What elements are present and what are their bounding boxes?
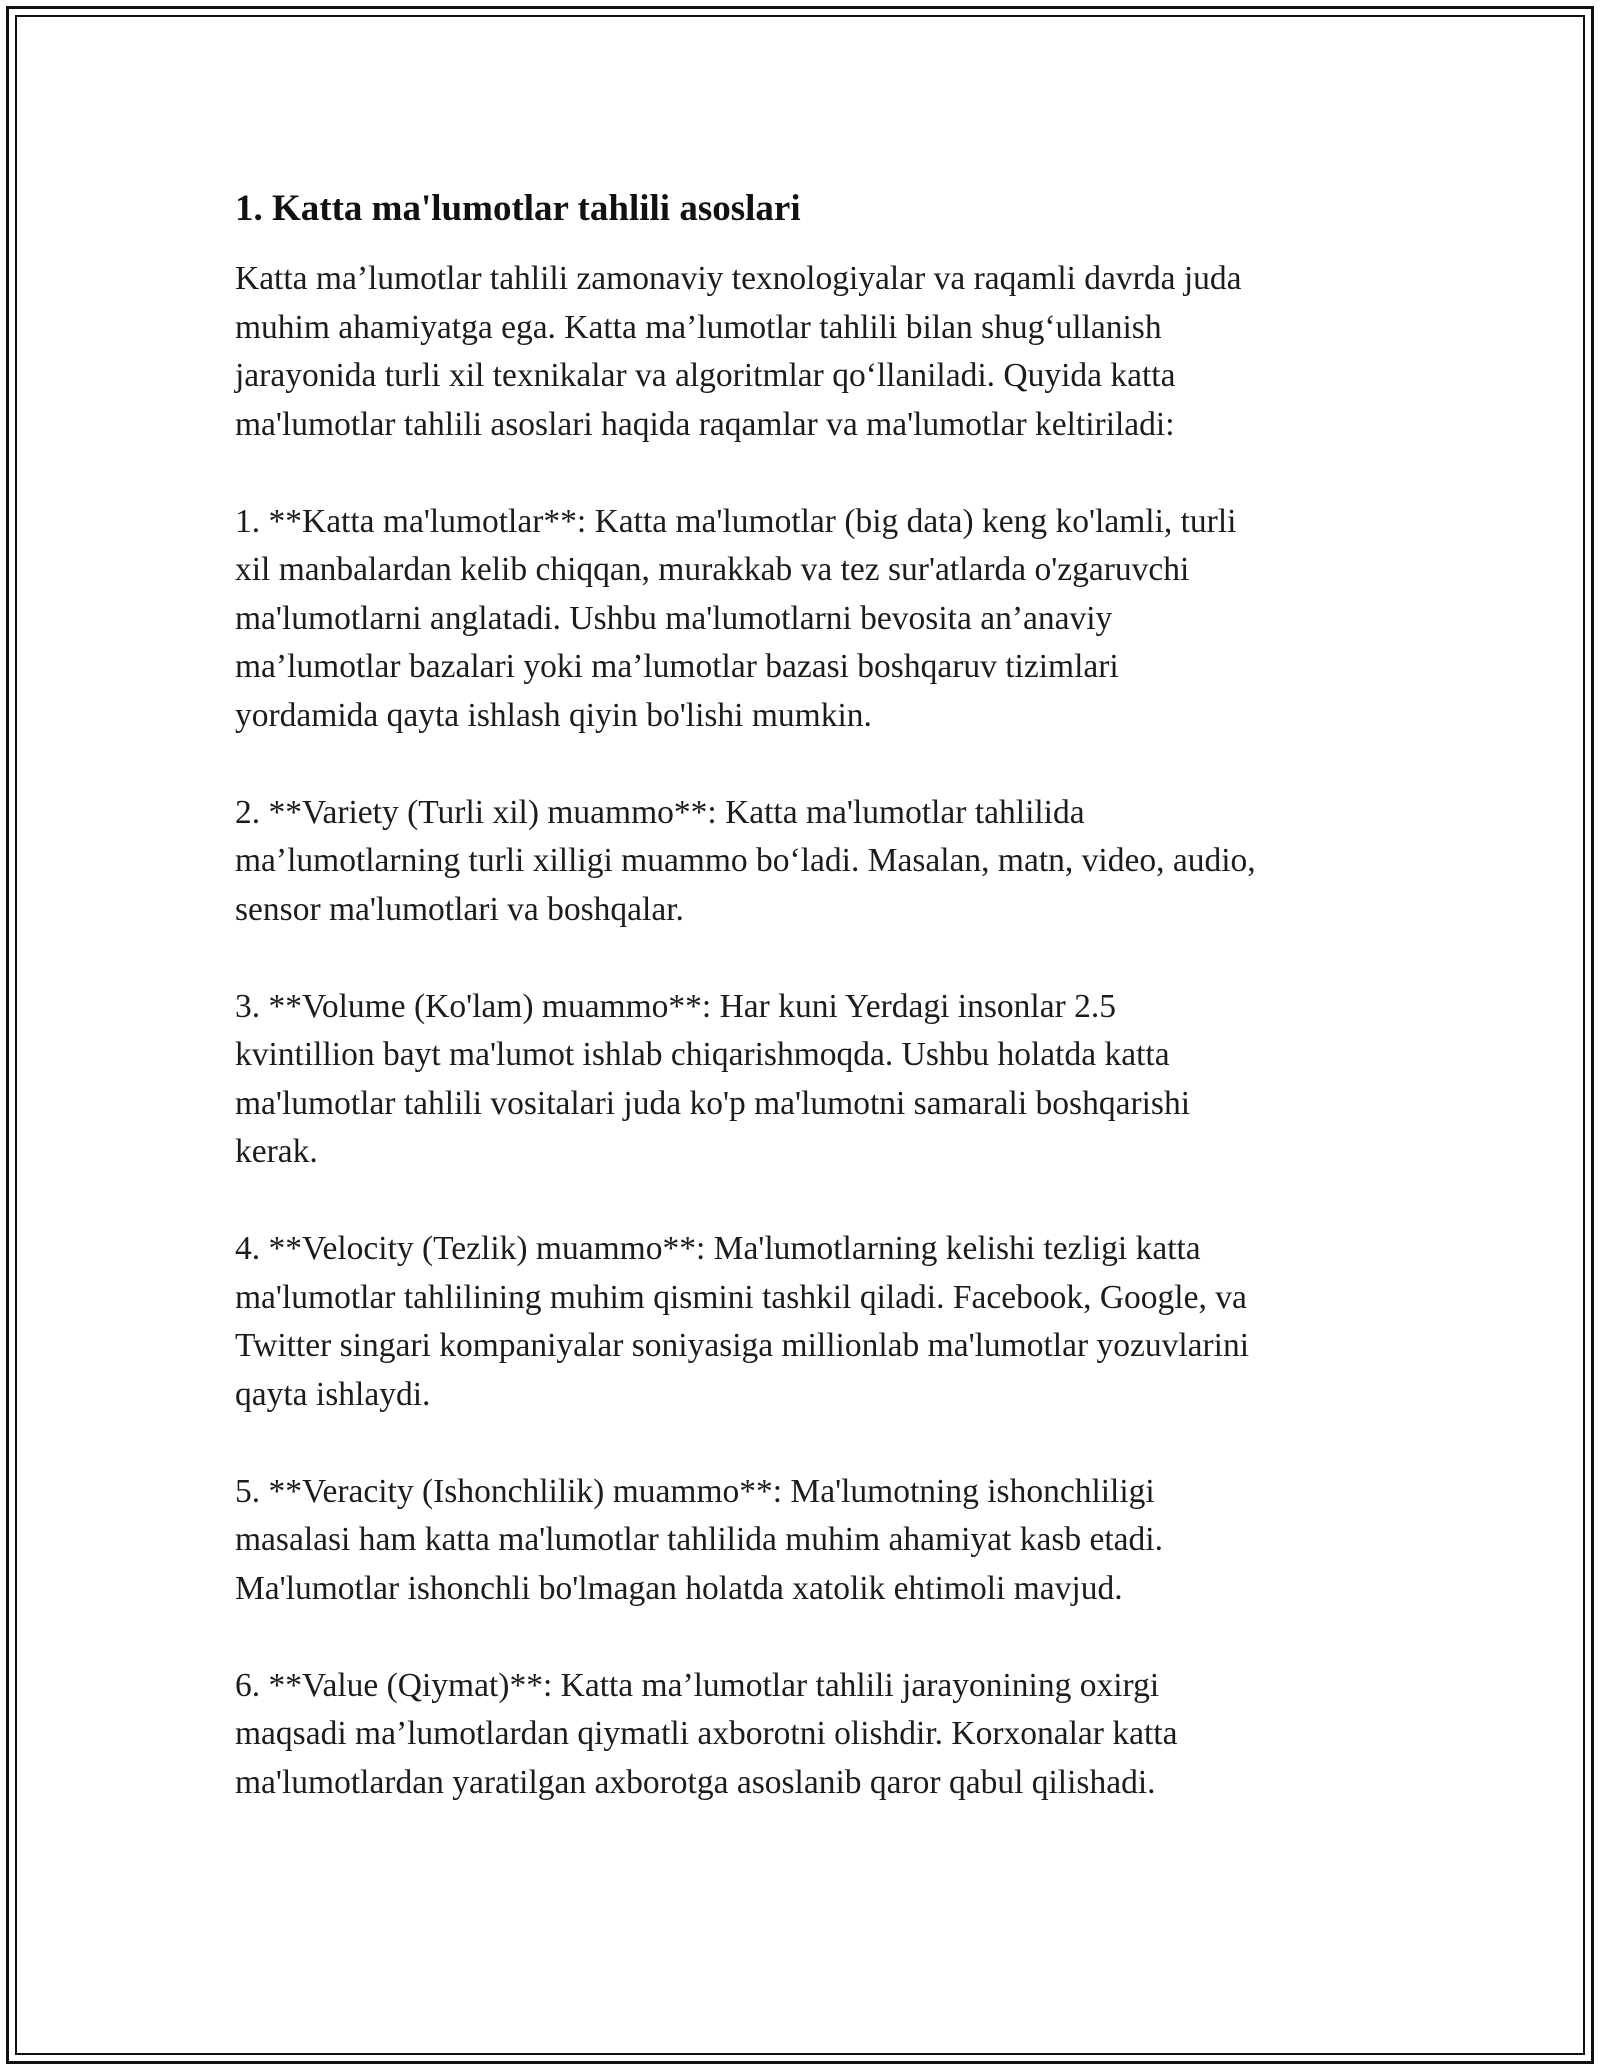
- text-line: kerak.: [235, 1133, 318, 1170]
- list-item-volume: [235, 983, 1365, 1177]
- list-item-value: [235, 1662, 1365, 1808]
- text-line: 4. **Velocity (Tezlik) muammo**: Ma'lumotlarning kelishi tezligi katta: [235, 1230, 1201, 1267]
- text-line: qayta ishlaydi.: [235, 1375, 431, 1413]
- text-line: 6. **Value (Qiymat)**: Katta ma’lumotlar tahlili jarayonining oxirgi: [235, 1666, 1160, 1704]
- text-line: masalasi ham katta ma'lumotlar tahlilida muhim ahamiyat kasb etadi.: [235, 1521, 1163, 1558]
- text-line: maqsadi ma’lumotlardan qiymatli axborotni olishdir. Korxonalar katta: [235, 1715, 1178, 1752]
- text-line: sensor ma'lumotlari va boshqalar.: [235, 890, 684, 928]
- text-line: 2. **Variety (Turli xil) muammo**: Katta ma'lumotlar tahlilida: [235, 793, 1085, 831]
- text-line: ma'lumotlar tahlilining muhim qismini tashkil qiladi. Facebook, Google, va: [235, 1278, 1247, 1316]
- list-item-velocity: [235, 1225, 1365, 1419]
- section-heading: 1. Katta ma'lumotlar tahlili asoslari: [235, 188, 801, 229]
- text-line: muhim ahamiyatga ega. Katta ma’lumotlar tahlili bilan shug‘ullanish: [235, 308, 1162, 346]
- text-line: ma'lumotlarni anglatadi. Ushbu ma'lumotlarni bevosita an’anaviy: [235, 599, 1113, 637]
- text-line: Katta ma’lumotlar tahlili zamonaviy texnologiyalar va raqamli davrda juda: [235, 260, 1242, 297]
- text-line: ma'lumotlar tahlili asoslari haqida raqamlar va ma'lumotlar keltiriladi:: [235, 405, 1175, 443]
- text-line: jarayonida turli xil texnikalar va algoritmlar qo‘llaniladi. Quyida katta: [235, 357, 1176, 394]
- text-line: 3. **Volume (Ko'lam) muammo**: Har kuni Yerdagi insonlar 2.5: [235, 987, 1116, 1025]
- text-line: ma’lumotlar bazalari yoki ma’lumotlar bazasi boshqaruv tizimlari: [235, 648, 1119, 685]
- text-line: ma’lumotlarning turli xilligi muammo bo‘ladi. Masalan, matn, video, audio,: [235, 842, 1256, 879]
- text-line: yordamida qayta ishlash qiyin bo'lishi mumkin.: [235, 696, 872, 734]
- list-item-variety: [235, 789, 1365, 935]
- text-line: Twitter singari kompaniyalar soniyasiga millionlab ma'lumotlar yozuvlarini: [235, 1327, 1250, 1364]
- list-item-veracity: [235, 1468, 1365, 1614]
- text-line: kvintillion bayt ma'lumot ishlab chiqarishmoqda. Ushbu holatda katta: [235, 1036, 1170, 1073]
- text-line: 1. **Katta ma'lumotlar**: Katta ma'lumotlar (big data) keng ko'lamli, turli: [235, 502, 1237, 540]
- text-line: 5. **Veracity (Ishonchlilik) muammo**: Ma'lumotning ishonchliligi: [235, 1472, 1155, 1510]
- text-line: ma'lumotlardan yaratilgan axborotga asoslanib qaror qabul qilishadi.: [235, 1763, 1156, 1801]
- text-line: ma'lumotlar tahlili vositalari juda ko'p ma'lumotni samarali boshqarishi: [235, 1084, 1190, 1122]
- text-line: xil manbalardan kelib chiqqan, murakkab va tez sur'atlarda o'zgaruvchi: [235, 551, 1190, 588]
- list-item-big-data: [235, 498, 1365, 741]
- intro-paragraph: [235, 255, 1365, 449]
- document-body: [235, 185, 1365, 1856]
- text-line: Ma'lumotlar ishonchli bo'lmagan holatda xatolik ehtimoli mavjud.: [235, 1569, 1123, 1607]
